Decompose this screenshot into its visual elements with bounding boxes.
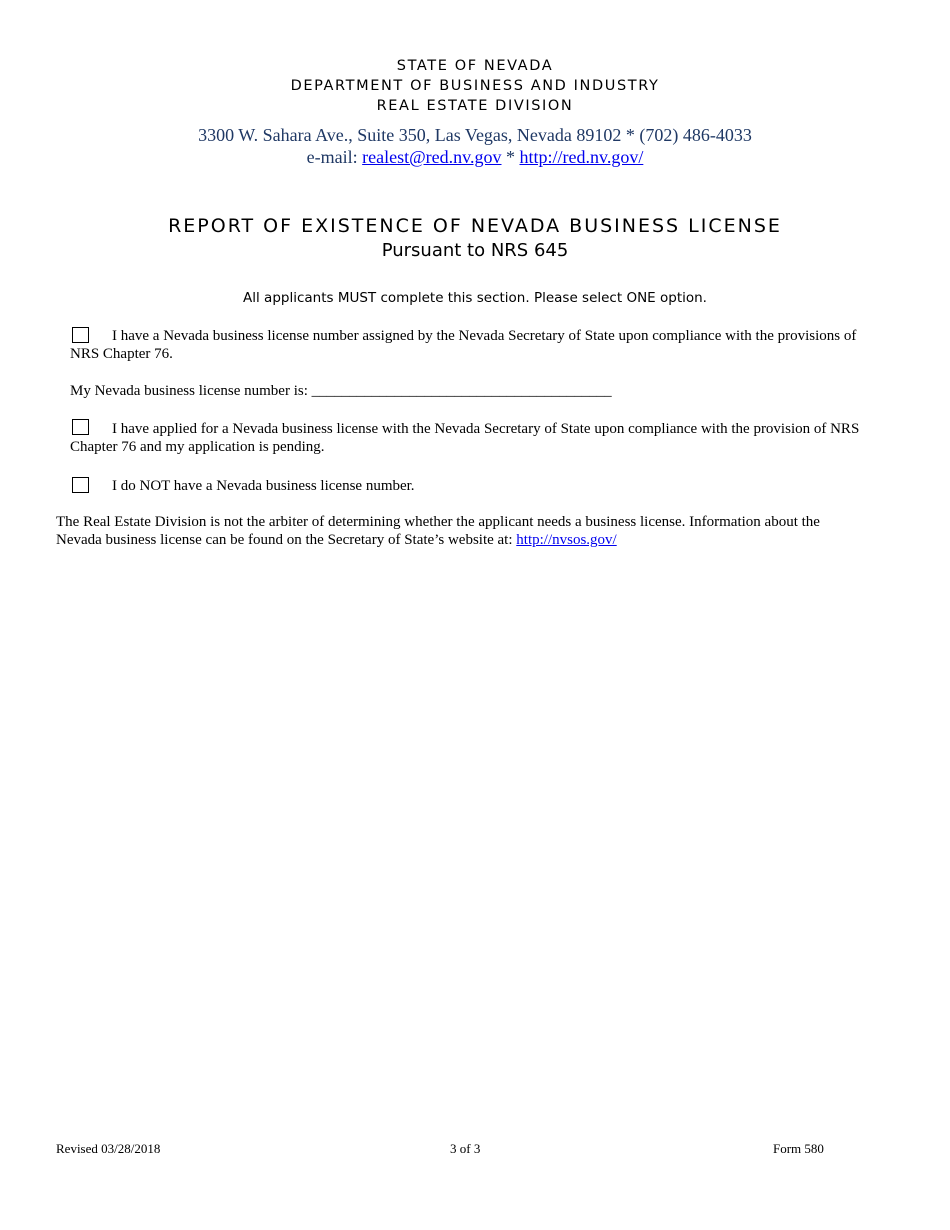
disclaimer-line-1: The Real Estate Division is not the arbiter of determining whether the applicant needs a business license. Information about the [56, 514, 820, 530]
option-no-license-checkbox[interactable] [72, 477, 89, 493]
revised-date: Revised 03/28/2018 [56, 1141, 161, 1156]
disclaimer-line-2 [56, 531, 617, 549]
contact-separator: * [501, 147, 520, 167]
email-link[interactable]: realest@red.nv.gov [362, 147, 502, 167]
office-address: 3300 W. Sahara Ave., Suite 350, Las Vegas, Nevada 89102 * (702) 486-4033 [198, 125, 752, 145]
department-heading: DEPARTMENT OF BUSINESS AND INDUSTRY [290, 78, 660, 94]
option-has-license-text: I have a Nevada business license number assigned by the Nevada Secretary of State upon compliance with the provisions of [112, 328, 857, 344]
page-number: 3 of 3 [450, 1141, 481, 1156]
state-heading: STATE OF NEVADA [396, 58, 554, 74]
option-applied-checkbox[interactable] [72, 419, 89, 435]
instruction-text: All applicants MUST complete this section. Please select ONE option. [243, 290, 707, 306]
sos-website-link[interactable]: http://nvsos.gov/ [516, 532, 617, 548]
option-has-license-checkbox[interactable] [72, 327, 89, 343]
division-heading: REAL ESTATE DIVISION [376, 98, 574, 114]
option-applied-text-cont: Chapter 76 and my application is pending. [70, 439, 325, 455]
license-number-row [70, 382, 612, 400]
option-no-license-text: I do NOT have a Nevada business license number. [112, 478, 415, 494]
license-number-field[interactable]: ________________________________________ [311, 383, 612, 399]
option-applied-text: I have applied for a Nevada business license with the Nevada Secretary of State upon compliance with the provision of NRS [112, 421, 860, 437]
form-title: REPORT OF EXISTENCE OF NEVADA BUSINESS LICENSE [168, 215, 782, 237]
license-number-label: My Nevada business license number is: [70, 383, 308, 399]
form-number: Form 580 [773, 1141, 824, 1156]
disclaimer-text: Nevada business license can be found on the Secretary of State’s website at: [56, 532, 517, 548]
option-has-license-text-cont: NRS Chapter 76. [70, 346, 173, 362]
contact-line [0, 146, 950, 168]
website-link[interactable]: http://red.nv.gov/ [519, 147, 644, 167]
email-label: e-mail: [306, 147, 363, 167]
form-subtitle: Pursuant to NRS 645 [381, 240, 569, 261]
